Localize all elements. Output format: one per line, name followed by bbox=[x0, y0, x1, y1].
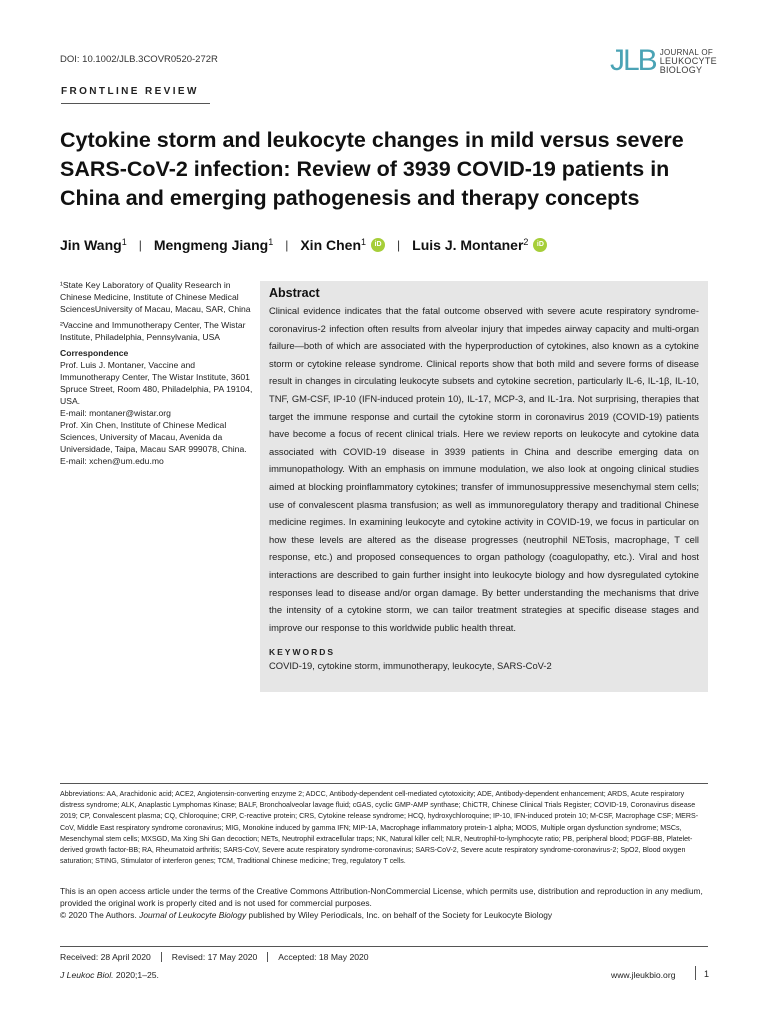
keywords-heading: KEYWORDS bbox=[269, 647, 336, 658]
affiliation-2: ²Vaccine and Immunotherapy Center, The Wistar Institute, Philadelphia, Pennsylvania, USA bbox=[60, 320, 246, 342]
page-number: 1 bbox=[695, 966, 709, 980]
affiliation-marker: 1 bbox=[268, 237, 274, 247]
keywords-list: COVID-19, cytokine storm, immunotherapy, leukocyte, SARS-CoV-2 bbox=[269, 660, 552, 672]
orcid-icon[interactable]: iD bbox=[371, 238, 385, 252]
affiliation-1: ¹State Key Laboratory of Quality Research in Chinese Medicine, Institute of Chinese Medical SciencesUniversity of Macau, Macau, SAR, China bbox=[60, 280, 251, 314]
correspondence-email-1[interactable]: E-mail: montaner@wistar.org bbox=[60, 408, 171, 418]
correspondence-email-2[interactable]: E-mail: xchen@um.edu.mo bbox=[60, 456, 164, 466]
logo-line-1: JOURNAL OF bbox=[659, 47, 714, 57]
abstract-panel bbox=[260, 281, 708, 692]
revised-date: Revised: 17 May 2020 bbox=[161, 952, 268, 962]
affiliations-column bbox=[60, 279, 256, 467]
logo-line-3: BIOLOGY bbox=[659, 64, 703, 75]
journal-website-link[interactable]: www.jleukbio.org bbox=[611, 970, 676, 980]
article-title: Cytokine storm and leukocyte changes in mild versus severe SARS-CoV-2 infection: Review of 3939 COVID-19 patients in China and emerging pathogenesis and therapy concepts bbox=[60, 128, 684, 210]
journal-name-logo-text bbox=[660, 48, 717, 75]
copyright-line: © 2020 The Authors. Journal of Leukocyte Biology published by Wiley Periodicals, Inc. on behalf of the Society for Leukocyte Biology bbox=[60, 910, 553, 921]
correspondence-address-1: Prof. Luis J. Montaner, Vaccine and Immunotherapy Center, The Wistar Institute, 3601 Spruce Street, Room 480, Philadelphia, PA 19104, USA. bbox=[60, 360, 253, 406]
author-name[interactable]: Xin Chen$^1$ bbox=[300, 237, 367, 253]
journal-name: Journal of Leukocyte Biology bbox=[139, 910, 247, 921]
journal-logo[interactable] bbox=[610, 46, 717, 76]
footer-divider bbox=[60, 946, 708, 947]
author-name[interactable]: Luis J. Montaner$^2$ bbox=[412, 237, 529, 253]
logo-line-2: LEUKOCYTE bbox=[659, 55, 717, 66]
orcid-icon[interactable]: iD bbox=[533, 238, 547, 252]
section-label: FRONTLINE REVIEW bbox=[61, 86, 199, 97]
article-dates bbox=[60, 952, 379, 962]
journal-abbreviation: J Leukoc Biol. bbox=[60, 970, 114, 980]
affiliation-marker: 2 bbox=[523, 237, 529, 247]
accepted-date: Accepted: 18 May 2020 bbox=[267, 952, 378, 962]
author-separator: | bbox=[285, 238, 289, 252]
affiliation-marker: 1 bbox=[361, 237, 367, 247]
author-name[interactable]: Mengmeng Jiang$^1$ bbox=[153, 237, 274, 253]
abstract-heading: Abstract bbox=[269, 286, 320, 300]
abbreviations-footnote: Abbreviations: AA, Arachidonic acid; ACE2, Angiotensin-converting enzyme 2; ADCC, Antibody-dependent cell-mediated cytotoxicity; ADE, Antibody-dependent enhancement; ARDS, Acute respiratory distress syndrome; ALK, Anaplastic Lymphomas Kinase; BALF, Bronchoalveolar lavage fluid; cGAS, cyclic GMP-AMP synthase; ChiCTR, Chinese Clinical Trials Register; COVID-19, Coronavirus disease 2019; CP, Convalescent plasma; CQ, Chloroquine; CRP, C-reactive protein; CRS, Cytokine release syndrome; HCQ, hydroxychloroquine; IP-10, IFN-induced protein 10; M-CSF, Macrophage CSF; MERS-CoV, Middle East respiratory syndrome coronavirus; MIG, Monokine induced by gamma IFN; MIP-1A, Macrophage inflammatory protein-1 alpha; MODS, Multiple organ dysfunction syndrome; MSCs, Mesenchymal stem cells; MXSGD, Ma Xing Shi Gan decoction; NETs, Neutrophil extracellular traps; NK, Natural killer cell; NLR, Neutrophil-to-lymphocyte ratio; PB, peripheral blood; PDGF-BB, Platelet-derived growth factor-BB; RA, Rheumatoid arthritis; SARS-CoV, Severe acute respiratory syndrome-coronavirus; SARS-CoV-2, Severe acute respiratory syndrome-coronavirus-2; SpO2, Blood oxygen saturation; STING, Stimulator of interferon genes; TCM, Traditional Chinese medicine; Treg, regulatory T cells. bbox=[60, 790, 699, 866]
author-name[interactable]: Jin Wang$^1$ bbox=[60, 237, 127, 253]
received-date: Received: 28 April 2020 bbox=[60, 952, 151, 962]
author-separator: | bbox=[397, 238, 401, 252]
footnote-divider bbox=[60, 783, 708, 784]
affiliation-marker: 1 bbox=[121, 237, 127, 247]
author-list bbox=[60, 237, 547, 253]
license-notice bbox=[60, 885, 708, 922]
abstract-text: Clinical evidence indicates that the fatal outcome observed with severe acute respiratory syndrome-coronavirus-2 infection often results from alveolar injury that impedes airway capacity and multi-organ failure—both of which are associated with the hyperproduction of cytokines, also known as a cytokine storm or cytokine release syndrome. Clinical reports show that both mild and severe forms of disease result in changes in circulating leukocyte subsets and cytokine secretion, particularly IL-6, IL-1β, IL-10, TNF, GM-CSF, IP-10 (IFN-induced protein 10), IL-17, MCP-3, and IL-1ra. Not surprising, therapies that target the immune response and curtail the cytokine storm in coronavirus 2019 (COVID-19) patients have become a focus of recent clinical trials. Here we review reports on leukocyte and cytokine data associated with COVID-19 disease in 3939 patients in China and describe emerging data on immunopathology. With an emphasis on immune modulation, we also look at ongoing clinical studies aimed at blocking proinflammatory cytokines; transfer of immunosuppressive mesenchymal stem cells; use of convalescent plasma transfusion; as well as immunoregulatory therapy and traditional Chinese medicine regimes. In examining leukocyte and cytokine activity in COVID-19, we focus in particular on how these levels are altered as the disease progresses (neutrophil NETosis, macrophage, T cell response, etc.) and proposed consequences to organ pathology (coagulopathy, etc.). Viral and host interactions are described to gain further insight into leukocyte biology and how dysregulated cytokine responses lead to disease and/or organ damage. By better understanding the mechanisms that drive the intensity of a cytokine storm, we can tailor treatment strategies at specific disease stages and improve our response to this worldwide public health threat. bbox=[269, 305, 699, 633]
correspondence-heading: Correspondence bbox=[60, 348, 129, 358]
jlb-logo-mark: JLB bbox=[610, 44, 656, 77]
journal-citation: J Leukoc Biol. 2020;1–25. bbox=[60, 970, 159, 980]
correspondence-address-2: Prof. Xin Chen, Institute of Chinese Medical Sciences, University of Macau, Avenida da Universidade, Taipa, Macau SAR 999078, China. bbox=[60, 420, 247, 454]
doi-text: DOI: 10.1002/JLB.3COVR0520-272R bbox=[60, 54, 218, 65]
section-divider bbox=[61, 103, 210, 104]
author-separator: | bbox=[138, 238, 142, 252]
license-text: This is an open access article under the terms of the Creative Commons Attribution-NonCommercial License, which permits use, distribution and reproduction in any medium, provided the original work is properly cited and is not used for commercial purposes. bbox=[60, 886, 703, 909]
